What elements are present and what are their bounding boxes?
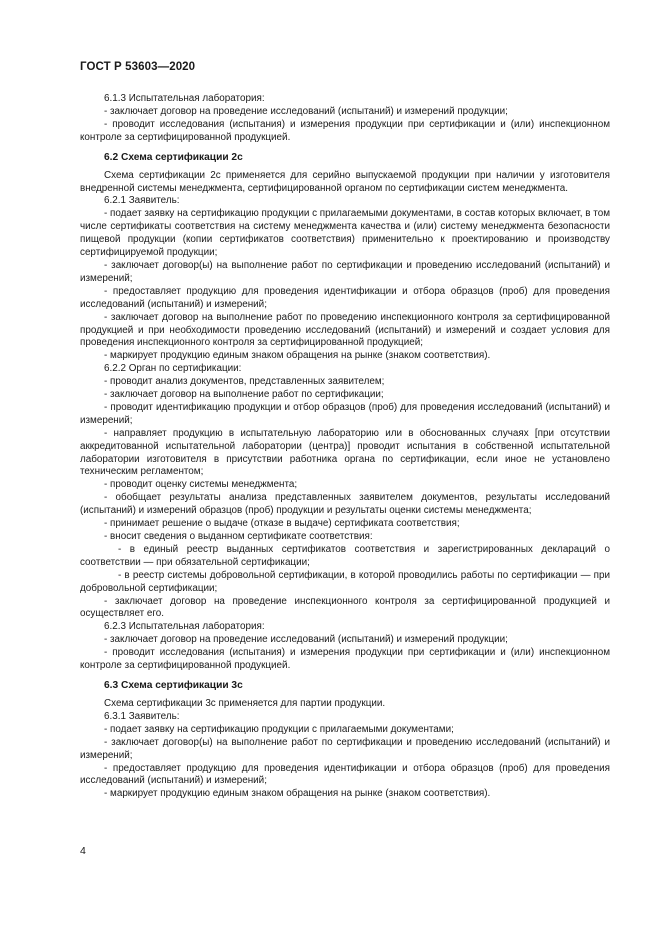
list-item: - проводит исследования (испытания) и измерения продукции при сертификации и (или) инспекционном контроле за сертифицированной продукцией. — [80, 647, 610, 672]
list-item: - заключает договор на проведение инспекционного контроля за сертифицированной продукцией и осуществляет его. — [80, 595, 610, 620]
list-item: - предоставляет продукцию для проведения идентификации и отбора образцов (проб) для проведения исследований (испытаний) и измерений; — [80, 285, 610, 310]
paragraph: Схема сертификации 3с применяется для партии продукции. — [104, 697, 386, 709]
list-item: - предоставляет продукцию для проведения идентификации и отбора образцов (проб) для проведения исследований (испытаний) и измерений; — [80, 762, 610, 787]
list-item: - подает заявку на сертификацию продукции с прилагаемыми документами; — [104, 723, 454, 735]
list-item: - заключает договор на выполнение работ по проведению инспекционного контроля за сертифицированной продукцией и при необходимости проведению исследований (испытаний) и измерений и создает условия для проведения инспекционного контроля за сертифицированной продукцией; — [80, 311, 610, 349]
list-item: - проводит идентификацию продукции и отбор образцов (проб) для проведения исследований (испытаний) и измерений; — [80, 401, 610, 426]
clause-heading: 6.3.1 Заявитель: — [104, 710, 180, 722]
list-item: - маркирует продукцию единым знаком обращения на рынке (знаком соответствия). — [104, 350, 491, 362]
list-item: - обобщает результаты анализа представленных заявителем документов, результаты исследований (испытаний) и измерений образцов (проб) продукции и результаты оценки системы менеджмента; — [80, 492, 610, 517]
section-heading: 6.3 Схема сертификации 3с — [104, 679, 243, 691]
list-item: - заключает договор(ы) на выполнение работ по сертификации и проведению исследований (испытаний) и измерений; — [80, 259, 610, 284]
clause-heading: 6.1.3 Испытательная лаборатория: — [104, 93, 265, 104]
list-item: - принимает решение о выдаче (отказе в выдаче) сертификата соответствия; — [104, 518, 460, 530]
document-body — [80, 93, 610, 801]
sub-list-item: - в реестр системы добровольной сертификации, в которой проводились работы по сертификации — при добровольной сертификации; — [80, 569, 610, 594]
sub-list-item: - в единый реестр выданных сертификатов соответствия и зарегистрированных деклараций о соответствии — при обязательной сертификации; — [80, 543, 610, 568]
page-number: 4 — [80, 845, 86, 857]
list-item: - маркирует продукцию единым знаком обращения на рынке (знаком соответствия). — [104, 788, 491, 800]
list-item: - проводит анализ документов, представленных заявителем; — [104, 376, 385, 388]
section-heading: 6.2 Схема сертификации 2с — [104, 151, 243, 163]
list-item: - заключает договор на проведение исследований (испытаний) и измерений продукции; — [104, 634, 508, 646]
clause-heading: 6.2.3 Испытательная лаборатория: — [104, 621, 265, 633]
list-item: - направляет продукцию в испытательную лабораторию или в обоснованных случаях [при отсутствии аккредитованной испытательной лаборатории (центра)] проводит испытания в собственной испытательной лаборатории изготовителя в присутствии работника органа по сертификации, если иное не установлено техническим регламентом; — [80, 427, 610, 478]
clause-heading: 6.2.2 Орган по сертификации: — [104, 363, 242, 375]
list-item: - проводит исследования (испытания) и измерения продукции при сертификации и (или) инспекционном контроле за сертифицированной продукцией. — [80, 118, 610, 143]
list-item: - заключает договор(ы) на выполнение работ по сертификации и проведению исследований (испытаний) и измерений; — [80, 736, 610, 761]
list-item: - подает заявку на сертификацию продукции с прилагаемыми документами, в состав которых включает, в том числе сертификаты соответствия на систему менеджмента качества и (или) систему менеджмента безопасности пищевой продукции (копии сертификатов соответствия) применительно к проектированию и производству сертифицируемой продукции; — [80, 208, 610, 259]
list-item: - проводит оценку системы менеджмента; — [104, 479, 298, 491]
list-item: - вносит сведения о выданном сертификате соответствия: — [104, 531, 373, 542]
list-item: - заключает договор на выполнение работ по сертификации; — [104, 389, 384, 401]
paragraph: Схема сертификации 2с применяется для серийно выпускаемой продукции при наличии у изготовителя внедренной системы менеджмента, сертифицированной органом по сертификации систем менеджмента. — [80, 169, 610, 194]
standard-header: ГОСТ Р 53603—2020 — [80, 61, 196, 73]
list-item: - заключает договор на проведение исследований (испытаний) и измерений продукции; — [104, 105, 508, 117]
clause-heading: 6.2.1 Заявитель: — [104, 195, 180, 207]
